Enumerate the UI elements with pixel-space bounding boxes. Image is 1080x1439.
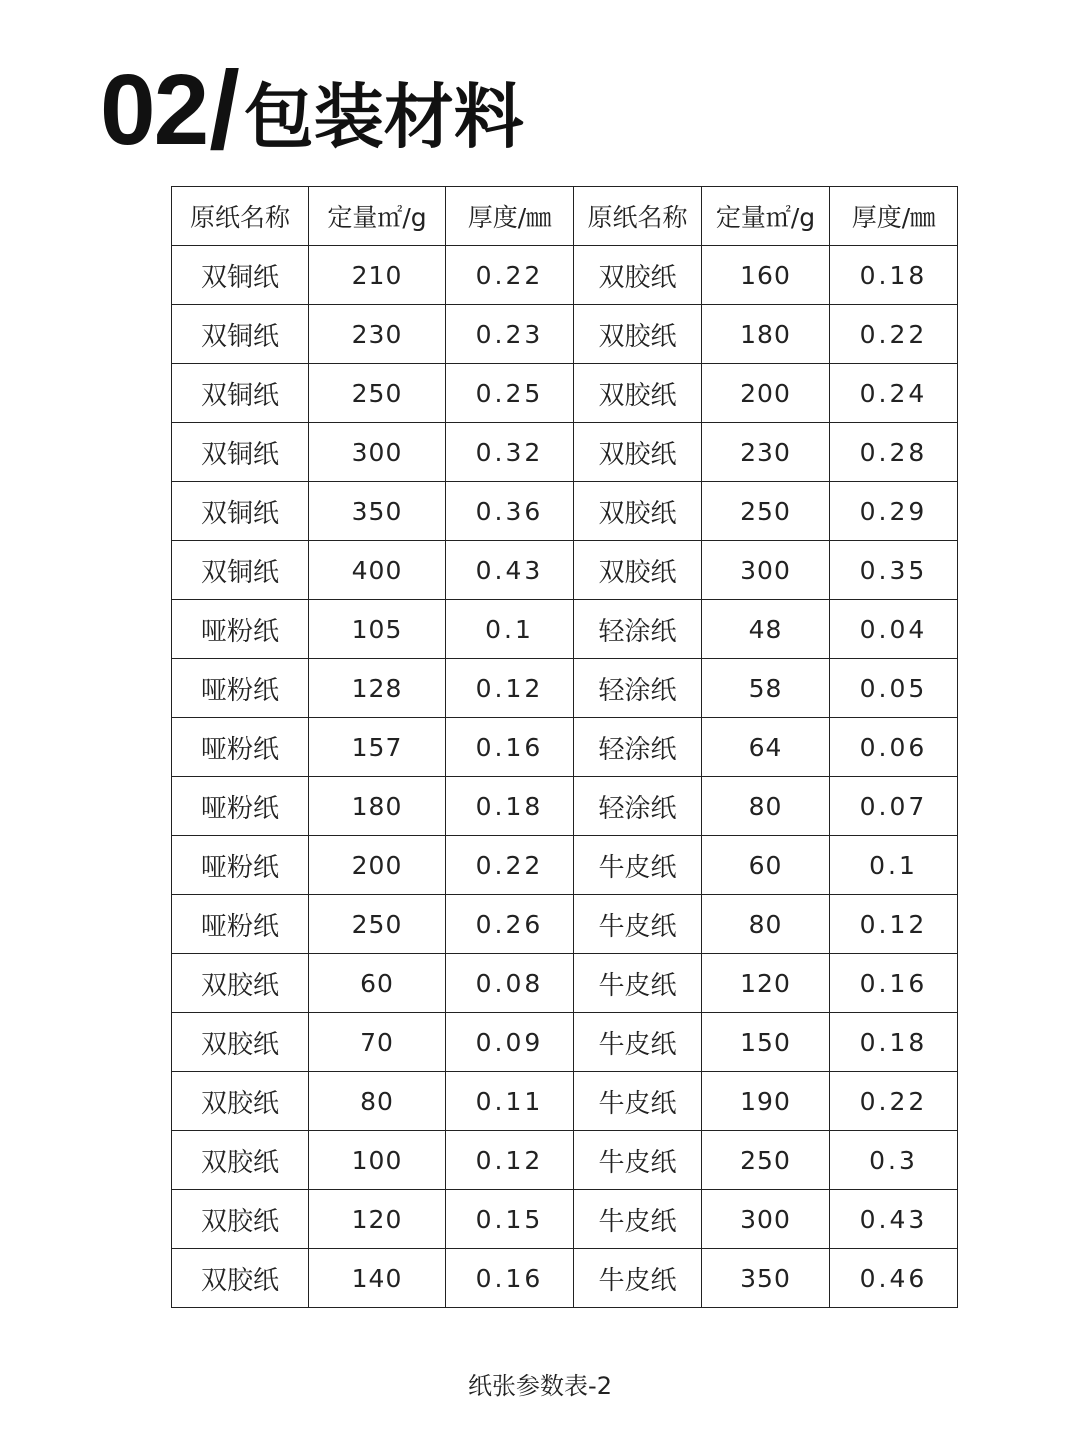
cell-grammage: 400 <box>309 541 446 600</box>
cell-thickness: 0.32 <box>446 423 574 482</box>
cell-grammage: 60 <box>309 954 446 1013</box>
cell-grammage: 350 <box>309 482 446 541</box>
cell-grammage: 140 <box>309 1249 446 1308</box>
header-thickness: 厚度/㎜ <box>446 187 574 246</box>
table-row <box>172 1190 958 1249</box>
cell-paper-name: 哑粉纸 <box>172 836 309 895</box>
cell-paper-name: 哑粉纸 <box>172 777 309 836</box>
title-text: 包装材料 <box>243 76 524 158</box>
cell-thickness: 0.46 <box>830 1249 958 1308</box>
table-row <box>172 600 958 659</box>
cell-grammage: 250 <box>702 482 830 541</box>
cell-grammage: 250 <box>702 1131 830 1190</box>
cell-paper-name: 牛皮纸 <box>574 1131 702 1190</box>
cell-paper-name: 双胶纸 <box>172 1249 309 1308</box>
cell-thickness: 0.15 <box>446 1190 574 1249</box>
cell-thickness: 0.22 <box>446 836 574 895</box>
cell-grammage: 300 <box>309 423 446 482</box>
cell-grammage: 80 <box>702 895 830 954</box>
cell-paper-name: 牛皮纸 <box>574 1072 702 1131</box>
cell-thickness: 0.05 <box>830 659 958 718</box>
cell-thickness: 0.28 <box>830 423 958 482</box>
cell-grammage: 180 <box>309 777 446 836</box>
cell-paper-name: 轻涂纸 <box>574 777 702 836</box>
cell-grammage: 70 <box>309 1013 446 1072</box>
table-row <box>172 364 958 423</box>
table-row <box>172 777 958 836</box>
cell-paper-name: 双铜纸 <box>172 305 309 364</box>
cell-thickness: 0.24 <box>830 364 958 423</box>
cell-thickness: 0.18 <box>446 777 574 836</box>
cell-paper-name: 牛皮纸 <box>574 1249 702 1308</box>
cell-paper-name: 牛皮纸 <box>574 895 702 954</box>
title-number: 02 <box>100 54 208 166</box>
cell-grammage: 300 <box>702 541 830 600</box>
cell-grammage: 200 <box>309 836 446 895</box>
cell-grammage: 80 <box>702 777 830 836</box>
cell-paper-name: 双胶纸 <box>172 1072 309 1131</box>
cell-thickness: 0.26 <box>446 895 574 954</box>
cell-paper-name: 双胶纸 <box>172 954 309 1013</box>
cell-grammage: 150 <box>702 1013 830 1072</box>
table-header-row <box>172 187 958 246</box>
cell-thickness: 0.3 <box>830 1131 958 1190</box>
cell-paper-name: 牛皮纸 <box>574 836 702 895</box>
table-row <box>172 423 958 482</box>
cell-grammage: 80 <box>309 1072 446 1131</box>
cell-thickness: 0.09 <box>446 1013 574 1072</box>
cell-grammage: 48 <box>702 600 830 659</box>
cell-thickness: 0.16 <box>830 954 958 1013</box>
cell-thickness: 0.25 <box>446 364 574 423</box>
cell-paper-name: 双铜纸 <box>172 246 309 305</box>
cell-grammage: 300 <box>702 1190 830 1249</box>
cell-thickness: 0.16 <box>446 718 574 777</box>
table-row <box>172 305 958 364</box>
cell-thickness: 0.12 <box>446 1131 574 1190</box>
header-grammage: 定量㎡/g <box>309 187 446 246</box>
table-row <box>172 954 958 1013</box>
cell-thickness: 0.12 <box>446 659 574 718</box>
table-row <box>172 1072 958 1131</box>
cell-thickness: 0.22 <box>830 305 958 364</box>
cell-paper-name: 哑粉纸 <box>172 718 309 777</box>
table-row <box>172 718 958 777</box>
cell-grammage: 210 <box>309 246 446 305</box>
cell-grammage: 190 <box>702 1072 830 1131</box>
cell-thickness: 0.1 <box>830 836 958 895</box>
table-caption: 纸张参数表-2 <box>468 1372 612 1400</box>
table-row <box>172 1249 958 1308</box>
cell-grammage: 160 <box>702 246 830 305</box>
cell-thickness: 0.12 <box>830 895 958 954</box>
table-row <box>172 246 958 305</box>
cell-grammage: 60 <box>702 836 830 895</box>
cell-paper-name: 双胶纸 <box>574 423 702 482</box>
cell-paper-name: 双胶纸 <box>172 1190 309 1249</box>
cell-thickness: 0.16 <box>446 1249 574 1308</box>
header-paper-name: 原纸名称 <box>574 187 702 246</box>
cell-paper-name: 哑粉纸 <box>172 895 309 954</box>
table-row <box>172 1013 958 1072</box>
cell-thickness: 0.23 <box>446 305 574 364</box>
table-row <box>172 1131 958 1190</box>
cell-paper-name: 牛皮纸 <box>574 1190 702 1249</box>
paper-parameter-table <box>171 186 958 1308</box>
cell-thickness: 0.08 <box>446 954 574 1013</box>
cell-grammage: 58 <box>702 659 830 718</box>
cell-paper-name: 双胶纸 <box>574 305 702 364</box>
cell-thickness: 0.04 <box>830 600 958 659</box>
table-row <box>172 482 958 541</box>
cell-grammage: 350 <box>702 1249 830 1308</box>
cell-paper-name: 双铜纸 <box>172 364 309 423</box>
cell-paper-name: 双胶纸 <box>574 482 702 541</box>
cell-grammage: 250 <box>309 895 446 954</box>
cell-thickness: 0.1 <box>446 600 574 659</box>
cell-thickness: 0.35 <box>830 541 958 600</box>
header-thickness: 厚度/㎜ <box>830 187 958 246</box>
cell-grammage: 230 <box>309 305 446 364</box>
cell-paper-name: 双铜纸 <box>172 423 309 482</box>
cell-paper-name: 双胶纸 <box>172 1013 309 1072</box>
table-row <box>172 541 958 600</box>
cell-paper-name: 哑粉纸 <box>172 600 309 659</box>
cell-paper-name: 双胶纸 <box>574 246 702 305</box>
cell-grammage: 105 <box>309 600 446 659</box>
cell-grammage: 180 <box>702 305 830 364</box>
table-row <box>172 836 958 895</box>
table-row <box>172 659 958 718</box>
cell-thickness: 0.07 <box>830 777 958 836</box>
cell-thickness: 0.18 <box>830 246 958 305</box>
cell-paper-name: 双胶纸 <box>574 541 702 600</box>
cell-paper-name: 牛皮纸 <box>574 954 702 1013</box>
cell-thickness: 0.22 <box>446 246 574 305</box>
cell-paper-name: 双铜纸 <box>172 482 309 541</box>
page-title <box>100 40 524 172</box>
cell-thickness: 0.11 <box>446 1072 574 1131</box>
cell-grammage: 157 <box>309 718 446 777</box>
cell-paper-name: 双铜纸 <box>172 541 309 600</box>
cell-grammage: 64 <box>702 718 830 777</box>
cell-thickness: 0.06 <box>830 718 958 777</box>
cell-thickness: 0.18 <box>830 1013 958 1072</box>
header-paper-name: 原纸名称 <box>172 187 309 246</box>
title-slash: / <box>209 49 240 172</box>
cell-paper-name: 轻涂纸 <box>574 718 702 777</box>
cell-thickness: 0.43 <box>446 541 574 600</box>
cell-paper-name: 轻涂纸 <box>574 600 702 659</box>
cell-paper-name: 双胶纸 <box>172 1131 309 1190</box>
cell-paper-name: 哑粉纸 <box>172 659 309 718</box>
table-row <box>172 895 958 954</box>
header-grammage: 定量㎡/g <box>702 187 830 246</box>
cell-paper-name: 轻涂纸 <box>574 659 702 718</box>
cell-thickness: 0.36 <box>446 482 574 541</box>
cell-grammage: 120 <box>309 1190 446 1249</box>
cell-paper-name: 双胶纸 <box>574 364 702 423</box>
cell-thickness: 0.43 <box>830 1190 958 1249</box>
table-body <box>172 246 958 1308</box>
cell-thickness: 0.29 <box>830 482 958 541</box>
cell-grammage: 200 <box>702 364 830 423</box>
cell-grammage: 100 <box>309 1131 446 1190</box>
cell-thickness: 0.22 <box>830 1072 958 1131</box>
cell-grammage: 250 <box>309 364 446 423</box>
cell-grammage: 128 <box>309 659 446 718</box>
cell-paper-name: 牛皮纸 <box>574 1013 702 1072</box>
cell-grammage: 120 <box>702 954 830 1013</box>
cell-grammage: 230 <box>702 423 830 482</box>
